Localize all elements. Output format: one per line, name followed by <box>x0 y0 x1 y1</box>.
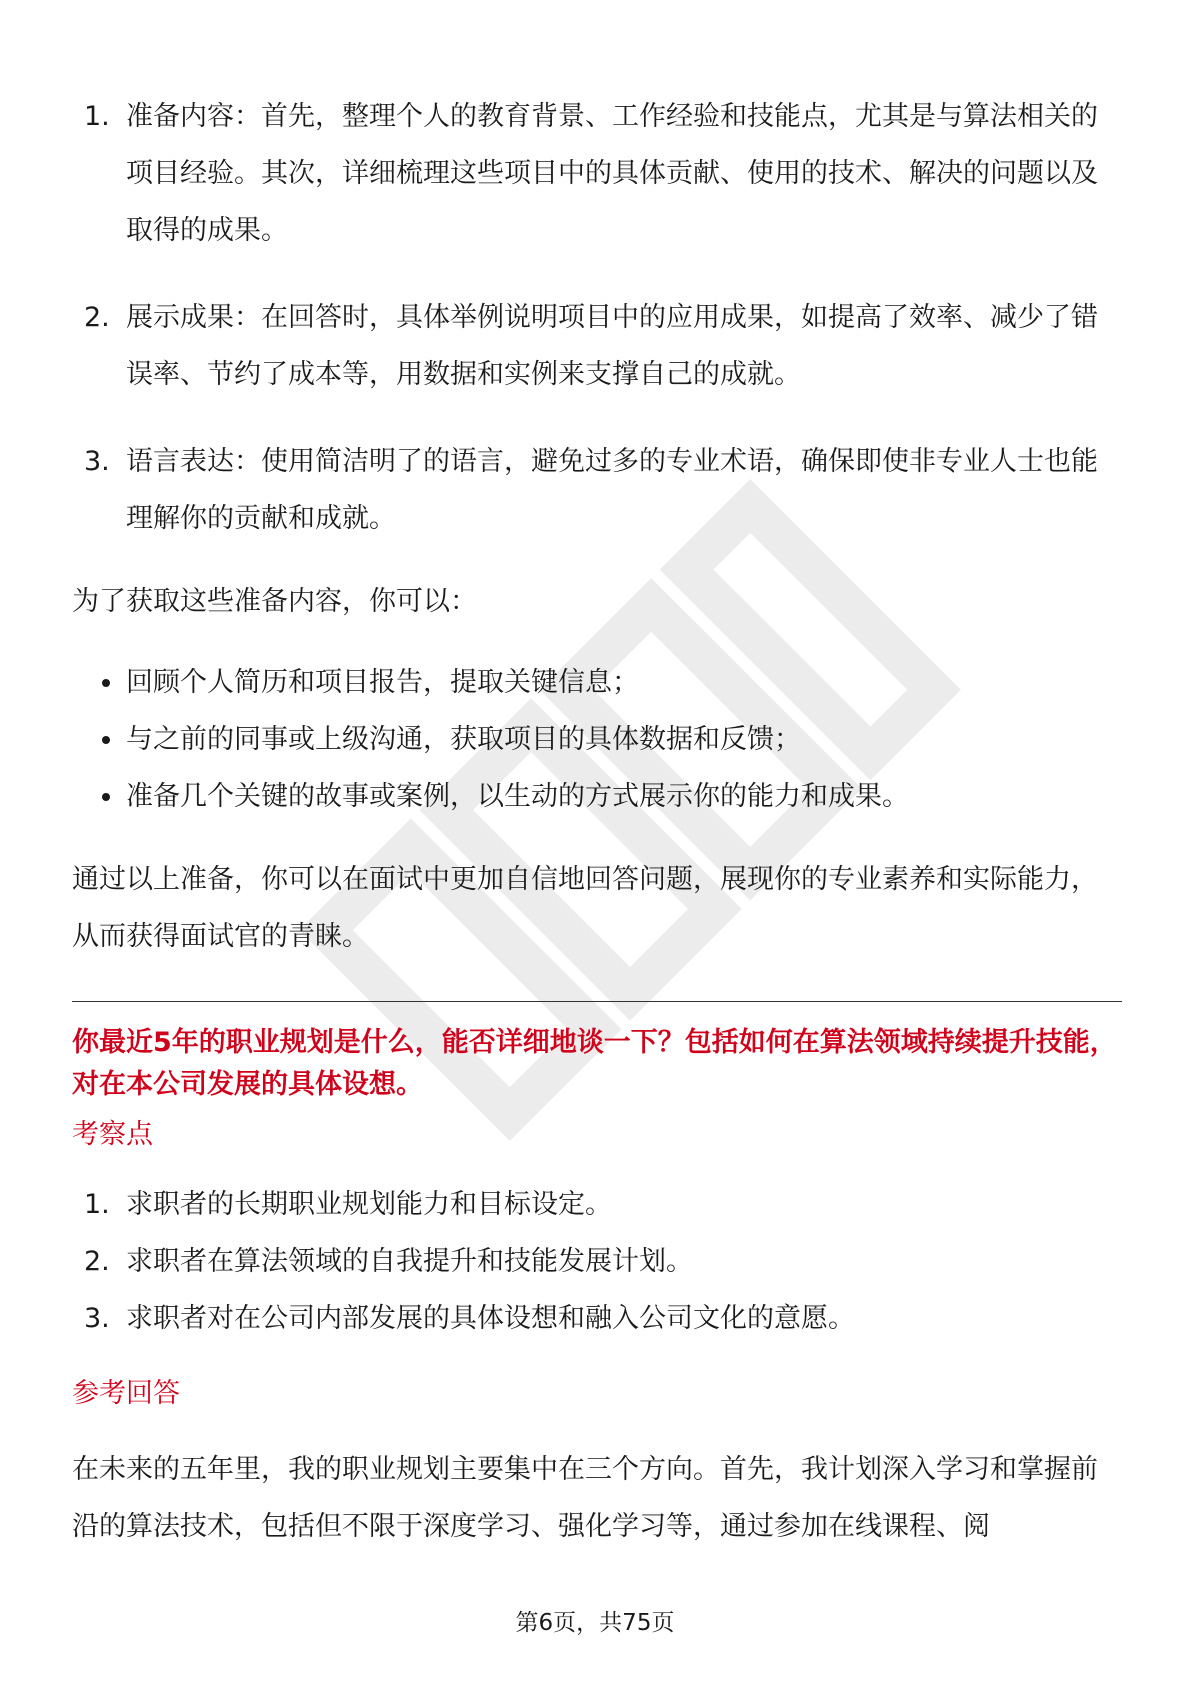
list-item: 准备几个关键的故事或案例，以生动的方式展示你的能力和成果。 <box>72 768 1122 825</box>
page-footer: 第6页，共75页 <box>515 1610 675 1636</box>
bullet-dot <box>102 679 110 687</box>
answer-heading: 参考回答 <box>72 1378 180 1409</box>
answer-paragraph: 在未来的五年里，我的职业规划主要集中在三个方向。首先，我计划深入学习和掌握前沿的算法技术，包括但不限于深度学习、强化学习等，通过参加在线课程、阅 <box>72 1454 1098 1542</box>
bullet-dot <box>102 793 110 801</box>
preparation-list <box>72 88 1122 547</box>
section-divider <box>72 1001 1122 1002</box>
list-item: 2. 展示成果：在回答时，具体举例说明项目中的应用成果，如提高了效率、减少了错误率、节约了成本等，用数据和实例来支撑自己的成就。 <box>84 302 1098 390</box>
list-item: 3. 求职者对在公司内部发展的具体设想和融入公司文化的意愿。 <box>84 1303 855 1334</box>
list-item: 2. 求职者在算法领域的自我提升和技能发展计划。 <box>84 1246 693 1277</box>
list-item: 1. 求职者的长期职业规划能力和目标设定。 <box>84 1189 612 1220</box>
bullet-dot <box>102 736 110 744</box>
page-content <box>72 88 1122 1555</box>
intro-paragraph: 为了获取这些准备内容，你可以： <box>72 586 477 617</box>
bullet-list <box>72 654 1122 825</box>
list-item: 3. 语言表达：使用简洁明了的语言，避免过多的专业术语，确保即使非专业人士也能理解你的贡献和成就。 <box>84 446 1098 534</box>
conclusion-paragraph: 通过以上准备，你可以在面试中更加自信地回答问题，展现你的专业素养和实际能力，从而获得面试官的青睐。 <box>72 864 1098 952</box>
list-item: 1. 准备内容：首先，整理个人的教育背景、工作经验和技能点，尤其是与算法相关的项目经验。其次，详细梳理这些项目中的具体贡献、使用的技术、解决的问题以及取得的成果。 <box>84 101 1098 246</box>
question-title: 你最近5年的职业规划是什么，能否详细地谈一下？包括如何在算法领域持续提升技能，对在本公司发展的具体设想。 <box>72 1027 1117 1100</box>
focus-list <box>72 1176 1122 1347</box>
focus-heading: 考察点 <box>72 1119 153 1150</box>
list-item: 回顾个人简历和项目报告，提取关键信息； <box>72 654 1122 711</box>
list-item: 与之前的同事或上级沟通，获取项目的具体数据和反馈； <box>72 711 1122 768</box>
